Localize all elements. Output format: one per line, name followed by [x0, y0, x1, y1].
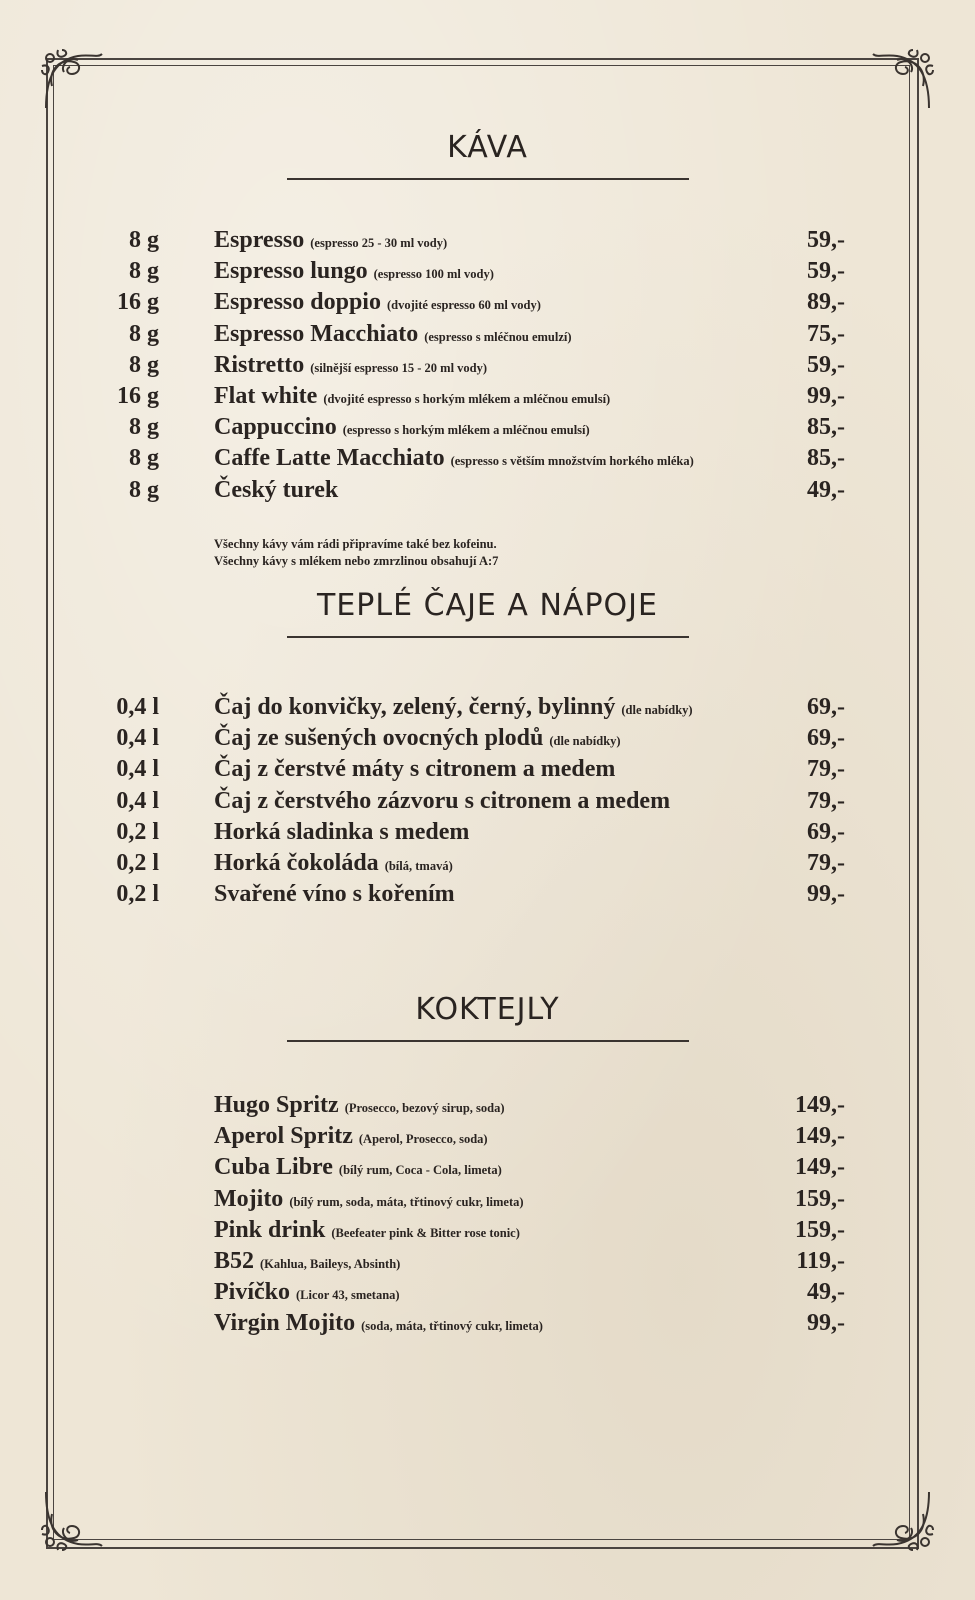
menu-item-name: Český turek: [214, 476, 339, 503]
menu-item-price: 59,-: [807, 258, 845, 285]
menu-item-description: (espresso s mléčnou emulzí): [424, 329, 572, 344]
menu-item: [0, 850, 975, 880]
menu-item: [0, 819, 975, 849]
menu-item-name: Mojito: [214, 1185, 284, 1212]
menu-item: [0, 445, 975, 475]
menu-item-quantity: 0,2 l: [116, 850, 159, 876]
menu-item-description: (Prosecco, bezový sirup, soda): [344, 1101, 505, 1115]
menu-item-quantity: 0,4 l: [116, 756, 159, 783]
menu-item-description: (espresso s horkým mlékem a mléčnou emulsí): [342, 423, 590, 438]
menu-item-name: Flat white: [214, 383, 318, 409]
menu-item-quantity: 8 g: [129, 414, 159, 441]
menu-item-quantity: 0,4 l: [116, 725, 159, 752]
menu-item-description: (espresso 100 ml vody): [373, 267, 494, 282]
menu-item: [0, 321, 975, 351]
note: Všechny kávy s mlékem nebo zmrzlinou obsahují A:7: [214, 554, 499, 568]
menu-item-name: Cappuccino: [214, 414, 337, 441]
menu-item-name: B52: [214, 1248, 255, 1274]
menu-item-quantity: 8 g: [129, 258, 159, 285]
menu-item-name: Horká sladinka s medem: [214, 818, 470, 845]
menu-item-price: 49,-: [807, 476, 845, 503]
menu-item-name: Hugo Spritz: [214, 1092, 339, 1118]
menu-item-price: 85,-: [807, 414, 845, 441]
menu-item-quantity: 8 g: [129, 445, 159, 472]
menu-item-description: (soda, máta, třtinový cukr, limeta): [361, 1319, 543, 1334]
corner-ornament-icon: [867, 46, 937, 116]
menu-item: [0, 694, 975, 724]
menu-item-price: 119,-: [796, 1248, 845, 1274]
corner-ornament-icon: [38, 1484, 108, 1554]
menu-item-name: Caffe Latte Macchiato: [214, 445, 445, 472]
menu-item: [0, 352, 975, 382]
menu-item-quantity: 0,2 l: [116, 818, 159, 845]
menu-item-description: (dvojité espresso 60 ml vody): [386, 298, 541, 313]
menu-item-name: Virgin Mojito: [214, 1310, 356, 1337]
menu-item: [0, 1217, 975, 1247]
menu-item-description: (dle nabídky): [549, 734, 621, 749]
menu-item-price: 85,-: [807, 445, 845, 472]
menu-item-price: 75,-: [807, 320, 845, 347]
menu-item: [0, 756, 975, 786]
menu-item-price: 49,-: [807, 1279, 845, 1306]
menu-item-description: (dvojité espresso s horkým mlékem a mléčnou emulsí): [323, 392, 611, 406]
menu-item: [0, 227, 975, 257]
menu-item: [0, 477, 975, 507]
divider: [287, 178, 689, 180]
menu-item-price: 79,-: [807, 850, 845, 876]
menu-item-price: 149,-: [795, 1154, 845, 1181]
section-title-caje: TEPLÉ ČAJE A NÁPOJE: [317, 588, 658, 623]
menu-item-quantity: 8 g: [129, 351, 159, 378]
menu-item-price: 149,-: [795, 1123, 845, 1150]
menu-item-quantity: 8 g: [129, 476, 159, 503]
corner-ornament-icon: [38, 46, 108, 116]
menu-item-name: Aperol Spritz: [214, 1123, 353, 1150]
menu-item-name: Espresso Macchiato: [214, 320, 419, 347]
menu-item-quantity: 16 g: [117, 383, 159, 409]
menu-item-name: Čaj ze sušených ovocných plodů: [214, 725, 544, 752]
menu-item: [0, 258, 975, 288]
menu-item-price: 159,-: [795, 1185, 845, 1212]
menu-item-price: 99,-: [807, 881, 845, 908]
menu-item: [0, 1248, 975, 1278]
menu-item-price: 99,-: [807, 1310, 845, 1337]
menu-item: [0, 1123, 975, 1153]
menu-item: [0, 1154, 975, 1184]
menu-item-quantity: 0,4 l: [116, 694, 159, 720]
menu-item-price: 79,-: [807, 787, 845, 814]
menu-item-name: Čaj do konvičky, zelený, černý, bylinný: [214, 694, 616, 720]
menu-item-description: (espresso s větším množstvím horkého mléka): [450, 454, 694, 469]
menu-item-name: Cuba Libre: [214, 1154, 333, 1181]
menu-item-name: Pivíčko: [214, 1279, 290, 1306]
menu-item-description: (Aperol, Prosecco, soda): [358, 1132, 488, 1147]
menu-item-description: (Kahlua, Baileys, Absinth): [260, 1257, 401, 1271]
menu-item-description: (Beefeater pink & Bitter rose tonic): [331, 1225, 520, 1240]
menu-item-name: Ristretto: [214, 351, 305, 378]
menu-item-description: (espresso 25 - 30 ml vody): [310, 236, 448, 250]
menu-item: [0, 725, 975, 755]
menu-item-name: Pink drink: [214, 1216, 326, 1243]
menu-item-price: 69,-: [807, 694, 845, 720]
menu-item-description: (dle nabídky): [621, 703, 693, 717]
menu-item: [0, 881, 975, 911]
menu-item-name: Čaj z čerstvé máty s citronem a medem: [214, 756, 616, 783]
menu-item-price: 99,-: [807, 383, 845, 409]
menu-item: [0, 414, 975, 444]
menu-item-name: Espresso lungo: [214, 258, 368, 285]
menu-item-price: 69,-: [807, 725, 845, 752]
menu-item-price: 89,-: [807, 289, 845, 316]
menu-item-name: Espresso: [214, 227, 305, 253]
menu-item-description: (silnější espresso 15 - 20 ml vody): [310, 360, 488, 375]
corner-ornament-icon: [867, 1484, 937, 1554]
menu-item-name: Espresso doppio: [214, 289, 381, 316]
menu-item-quantity: 0,2 l: [116, 881, 159, 908]
menu-item-description: (bílý rum, Coca - Cola, limeta): [338, 1163, 502, 1178]
menu-item: [0, 1186, 975, 1216]
divider: [287, 636, 689, 638]
menu-item: [0, 788, 975, 818]
menu-item-price: 149,-: [795, 1092, 845, 1118]
note: Všechny kávy vám rádi připravíme také bez kofeinu.: [214, 537, 497, 551]
menu-item-price: 159,-: [795, 1216, 845, 1243]
section-title-koktejly: KOKTEJLY: [415, 992, 560, 1027]
menu-item-name: Svařené víno s kořením: [214, 881, 455, 908]
menu-item-quantity: 8 g: [129, 320, 159, 347]
menu-item-price: 69,-: [807, 818, 845, 845]
divider: [287, 1040, 689, 1042]
menu-item-name: Čaj z čerstvého zázvoru s citronem a medem: [214, 787, 671, 814]
menu-item: [0, 289, 975, 319]
menu-item-description: (bílá, tmavá): [384, 859, 453, 873]
menu-item-price: 79,-: [807, 756, 845, 783]
menu-item-name: Horká čokoláda: [214, 850, 379, 876]
menu-item-description: (Licor 43, smetana): [296, 1288, 400, 1303]
menu-item-description: (bílý rum, soda, máta, třtinový cukr, limeta): [289, 1194, 524, 1209]
menu-item: [0, 1310, 975, 1340]
menu-item-price: 59,-: [807, 227, 845, 253]
menu-item: [0, 1092, 975, 1122]
menu-item: [0, 1279, 975, 1309]
section-title-kava: KÁVA: [447, 130, 528, 165]
menu-item-price: 59,-: [807, 351, 845, 378]
menu-item-quantity: 0,4 l: [116, 787, 159, 814]
menu-item-quantity: 8 g: [129, 227, 159, 253]
menu-item-quantity: 16 g: [117, 289, 159, 316]
menu-item: [0, 383, 975, 413]
